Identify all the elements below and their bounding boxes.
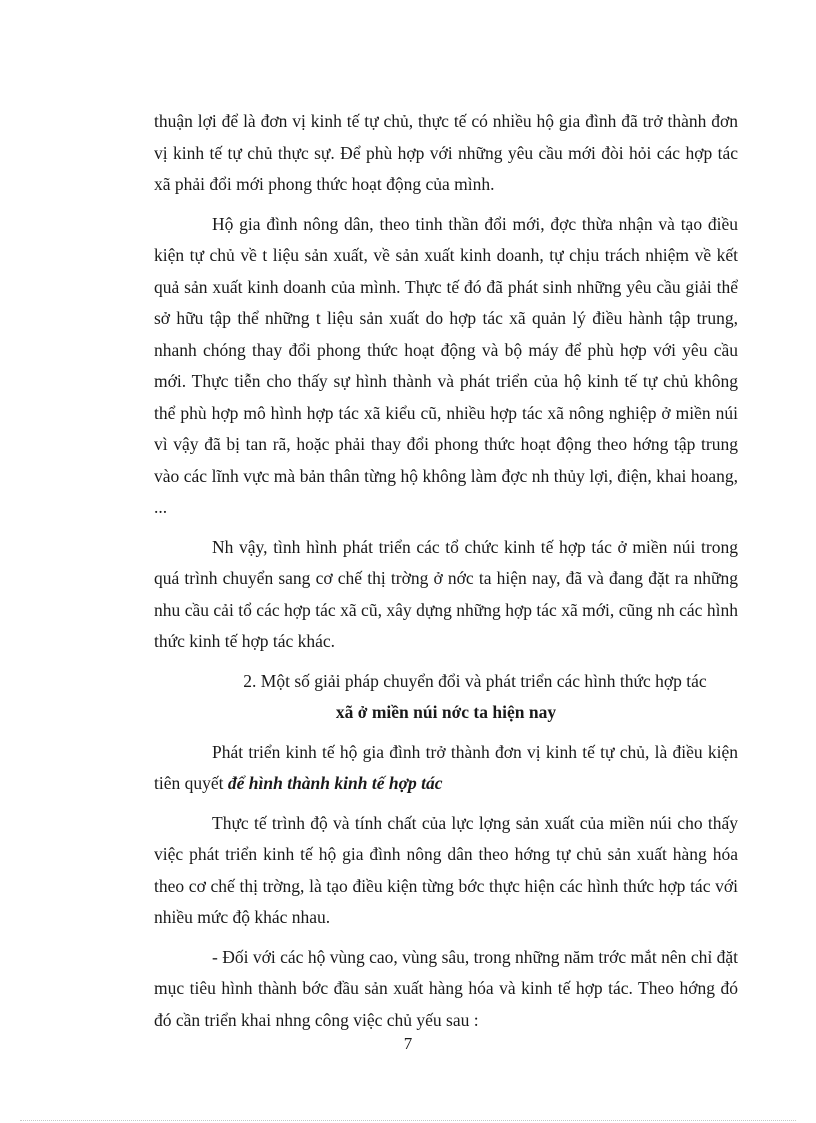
section-heading-line-1: 2. Một số giải pháp chuyển đổi và phát triển các hình thức hợp tác xyxy=(243,670,707,691)
paragraph-2: Hộ gia đình nông dân, theo tinh thần đổi mới, đợc thừa nhận và tạo điều kiện tự chủ về t liệu sản xuất, về sản xuất kinh doanh, tự chịu trách nhiệm về kết quả sản xuất kinh doanh của mình. Thực tế đó đã phát sinh những yêu cầu giải thể sở hữu tập thể những t liệu sản xuất do hợp tác xã quản lý điều hành tập trung, nhanh chóng thay đổi phong thức hoạt động và bộ máy để phù hợp với yêu cầu mới. Thực tiễn cho thấy sự hình thành và phát triển của hộ kinh tế tự chủ không thể phù hợp mô hình hợp tác xã kiểu cũ, nhiều hợp tác xã nông nghiệp ở miền núi vì vậy đã bị tan rã, hoặc phải thay đổi phong thức hoạt động theo hớng tập trung vào các lĩnh vực mà bản thân từng hộ không làm đợc nh thủy lợi, điện, khai hoang, ... xyxy=(154,213,738,517)
paragraph-1: thuận lợi để là đơn vị kinh tế tự chủ, thực tế có nhiều hộ gia đình đã trở thành đơn vị kinh tế tự chủ thực sự. Để phù hợp với những yêu cầu mới đòi hỏi các hợp tác xã phải đổi mới phong thức hoạt động của mình. xyxy=(154,111,738,194)
paragraph-3: Nh vậy, tình hình phát triển các tổ chức kinh tế hợp tác ở miền núi trong quá trình chuyển sang cơ chế thị trờng ở nớc ta hiện nay, đã và đang đặt ra những nhu cầu cải tổ các hợp tác xã cũ, xây dựng những hợp tác xã mới, cũng nh các hình thức kinh tế hợp tác khác. xyxy=(154,536,738,651)
page-number: 7 xyxy=(403,1034,413,1053)
paragraph-6: - Đối với các hộ vùng cao, vùng sâu, trong những năm trớc mắt nên chỉ đặt mục tiêu hình thành bớc đầu sản xuất hàng hóa và kinh tế hợp tác. Theo hớng đó đó cần triển khai nhng công việc chủ yếu sau : xyxy=(154,946,738,1030)
document-body xyxy=(154,106,738,1036)
section-heading-line-2: xã ở miền núi nớc ta hiện nay xyxy=(335,702,557,722)
paragraph-4 xyxy=(154,737,738,800)
paragraph-4-text: Phát triển kinh tế hộ gia đình trở thành đơn vị kinh tế tự chủ, là điều kiện tiên quyết xyxy=(154,741,738,793)
page-bottom-divider xyxy=(20,1120,796,1121)
paragraph-5: Thực tế trình độ và tính chất của lực lợng sản xuất của miền núi cho thấy việc phát triển kinh tế hộ gia đình nông dân theo hớng tự chủ sản xuất hàng hóa theo cơ chế thị trờng, là tạo điều kiện từng bớc thực hiện các hình thức hợp tác với nhiều mức độ khác nhau. xyxy=(154,812,738,927)
paragraph-4-emphasis: để hình thành kinh tế hợp tác xyxy=(227,773,443,793)
